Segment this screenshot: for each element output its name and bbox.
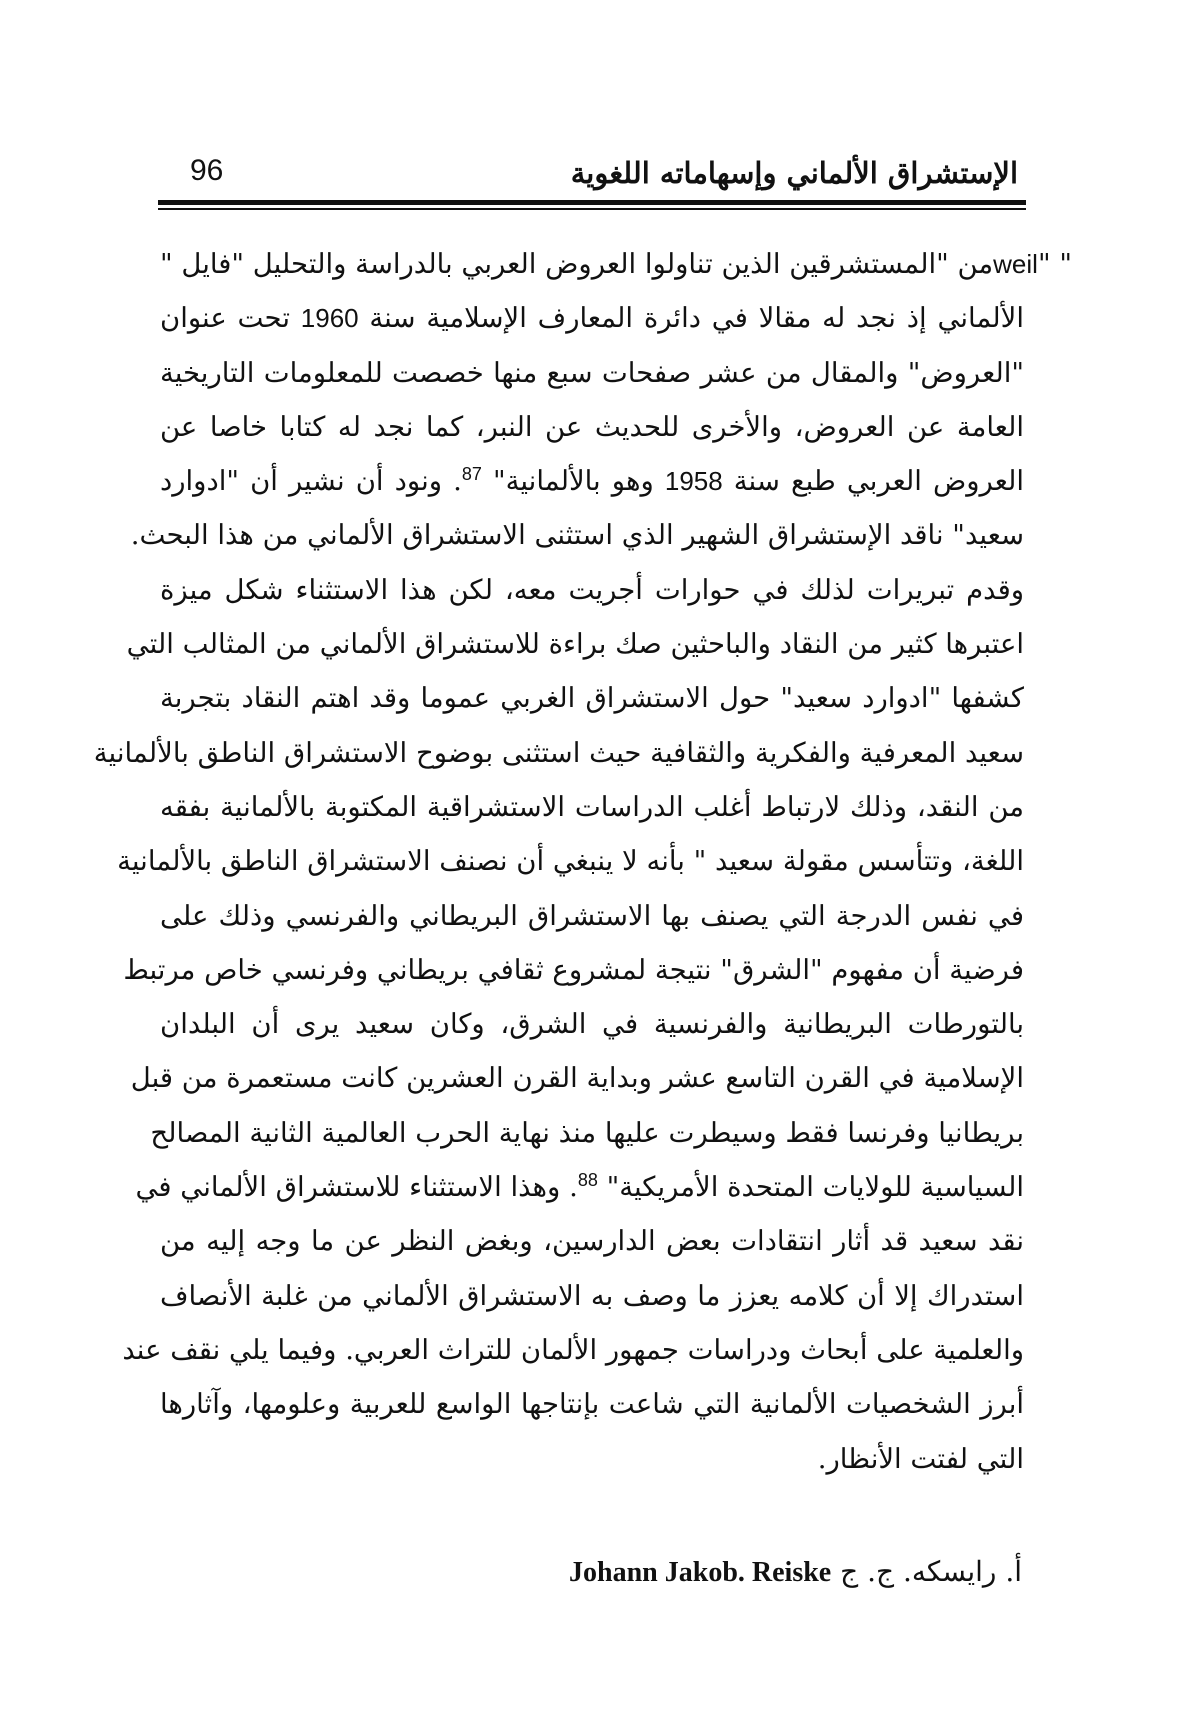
body-line-6: سعيد" ناقد الإستشراق الشهير الذي استثنى الاستشراق الألماني من هذا البحث. xyxy=(130,519,1024,552)
header-rule-thin xyxy=(158,208,1026,210)
line-1-latin-weil: weil xyxy=(993,249,1038,279)
body-line-15: بالتورطات البريطانية والفرنسية في الشرق، وكان سعيد يرى أن البلدان xyxy=(160,1008,1024,1041)
running-title: الإستشراق الألماني وإسهاماته اللغوية xyxy=(570,156,1018,190)
body-line-12: اللغة، وتتأسس مقولة سعيد " بأنه لا ينبغي أن نصنف الاستشراق الناطق بالألمانية xyxy=(117,845,1024,878)
line-1-part-a: " xyxy=(160,248,182,280)
body-line-11: من النقد، وذلك لارتباط أغلب الدراسات الاستشراقية المكتوبة بالألمانية بفقه xyxy=(160,790,1024,823)
subheading-latin-name: Johann Jakob. Reiske xyxy=(569,1557,832,1588)
line-1-part-c: من "المستشرقين الذين تناولوا العروض العربي بالدراسة والتحليل "فايل" " xyxy=(181,248,1072,280)
body-line-4: العامة عن العروض، والأخرى للحديث عن النبر، كما نجد له كتابا خاصا عن xyxy=(160,410,1024,443)
body-line-9: كشفها "ادوارد سعيد" حول الاستشراق الغربي عموما وقد اهتم النقاد بتجربة xyxy=(160,682,1024,715)
body-line-13: في نفس الدرجة التي يصنف بها الاستشراق البريطاني والفرنسي وذلك على xyxy=(160,899,1024,932)
section-subheading xyxy=(569,1555,1022,1589)
body-line-3: "العروض" والمقال من عشر صفحات سبع منها خصصت للمعلومات التاريخية xyxy=(160,356,1024,389)
subheading-arabic: أ. رايسكه. ج. ج xyxy=(831,1555,1022,1588)
body-line-22: أبرز الشخصيات الألمانية التي شاعت بإنتاجها الواسع للعربية وعلومها، وآثارها xyxy=(160,1388,1024,1421)
line-2-year: 1960 xyxy=(300,303,359,334)
body-line-14: فرضية أن مفهوم "الشرق" نتيجة لمشروع ثقافي بريطاني وفرنسي خاص مرتبط xyxy=(123,953,1024,986)
header-rule-thick xyxy=(158,200,1026,205)
line-18-part-a: السياسية للولايات المتحدة الأمريكية" xyxy=(597,1171,1024,1204)
body-line-16: الإسلامية في القرن التاسع عشر وبداية القرن العشرين كانت مستعمرة من قبل xyxy=(130,1062,1024,1095)
body-line-18 xyxy=(135,1160,1024,1214)
body-line-2 xyxy=(160,291,1024,345)
body-text xyxy=(93,237,1072,1486)
body-line-19: نقد سعيد قد أثار انتقادات بعض الدارسين، وبغض النظر عن ما وجه إليه من xyxy=(160,1225,1024,1258)
line-5-part-d: . ونود أن نشير أن "ادوارد xyxy=(160,465,462,498)
body-line-5 xyxy=(160,454,1024,508)
body-line-1 xyxy=(160,237,1072,291)
line-2-part-c: تحت عنوان xyxy=(160,302,301,335)
body-line-21: والعلمية على أبحاث ودراسات جمهور الألمان للتراث العربي. وفيما يلي نقف عند xyxy=(122,1333,1024,1366)
line-5-part-c: وهو بالألمانية" xyxy=(481,465,665,498)
body-line-23: التي لفتت الأنظار. xyxy=(817,1442,1024,1475)
footnote-ref-87: 87 xyxy=(461,464,482,485)
body-line-8: اعتبرها كثير من النقاد والباحثين صك براءة للاستشراق الألماني من المثالب التي xyxy=(126,628,1024,661)
footnote-ref-88: 88 xyxy=(577,1169,598,1190)
line-18-part-d: . وهذا الاستثناء للاستشراق الألماني في xyxy=(135,1171,578,1204)
page-number: 96 xyxy=(190,154,224,187)
body-line-10: سعيد المعرفية والفكرية والثقافية حيث استثنى بوضوح الاستشراق الناطق بالألمانية xyxy=(93,736,1024,769)
body-line-7: وقدم تبريرات لذلك في حوارات أجريت معه، لكن هذا الاستثناء شكل ميزة xyxy=(160,573,1024,606)
body-line-20: استدراك إلا أن كلامه يعزز ما وصف به الاستشراق الألماني من غلبة الأنصاف xyxy=(160,1279,1024,1312)
line-2-part-a: الألماني إذ نجد له مقالا في دائرة المعارف الإسلامية سنة xyxy=(358,302,1024,335)
line-5-part-a: العروض العربي طبع سنة xyxy=(722,465,1024,498)
line-5-year: 1958 xyxy=(664,466,723,497)
body-line-17: بريطانيا وفرنسا فقط وسيطرت عليها منذ نهاية الحرب العالمية الثانية المصالح xyxy=(150,1116,1024,1149)
